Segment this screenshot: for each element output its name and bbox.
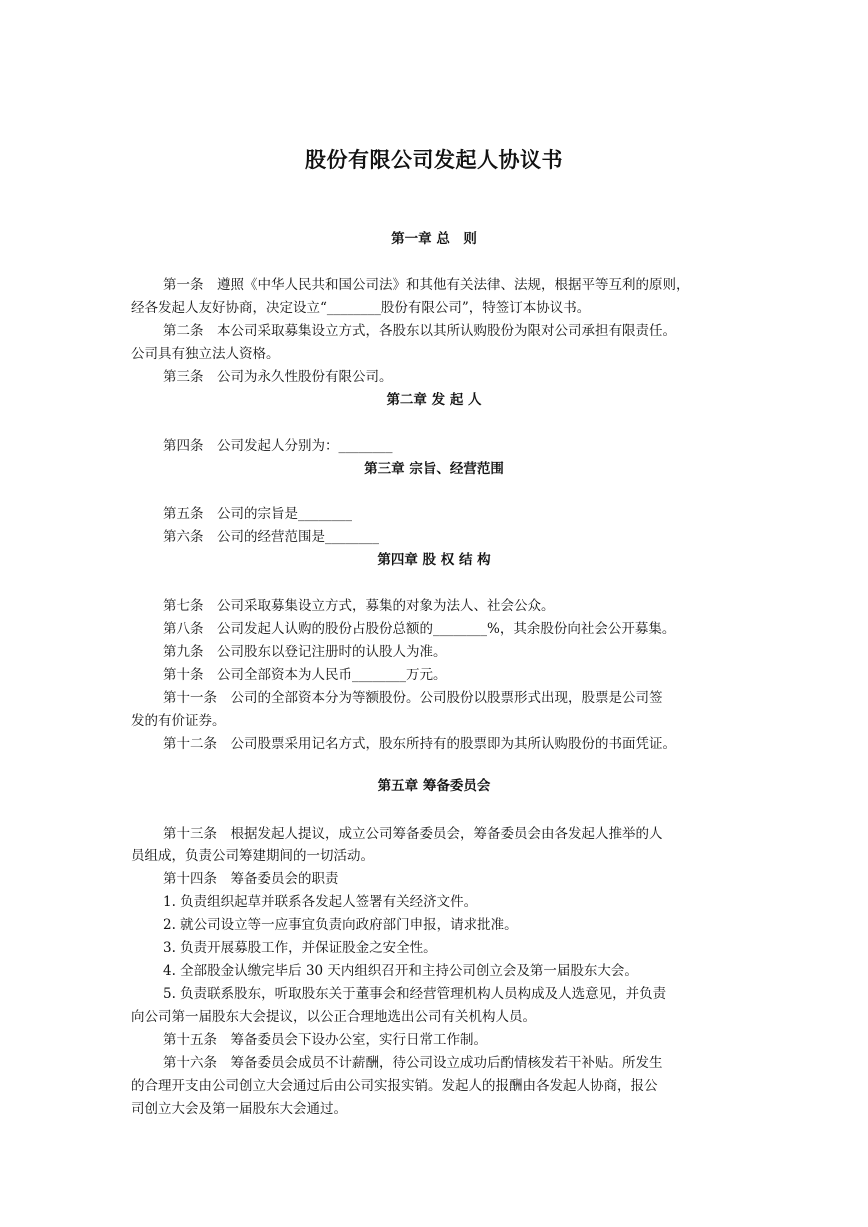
chapter-3-heading: 第三章 宗旨、经营范围 (364, 461, 504, 477)
article-10: 第十条 公司全部资本为人民币________万元。 (163, 667, 447, 683)
chapter-4-heading: 第四章 股 权 结 构 (377, 552, 491, 568)
article-13-line-2: 员组成，负责公司筹建期间的一切活动。 (131, 848, 374, 864)
article-2-line-1: 第二条 本公司采取募集设立方式，各股东以其所认购股份为限对公司承担有限责任。 (163, 323, 676, 339)
article-1-line-2: 经各发起人友好协商，决定设立“________股份有限公司”，特签订本协议书。 (131, 300, 591, 316)
duty-item-2: 2. 就公司设立等一应事宜负责向政府部门申报，请求批准。 (163, 917, 518, 933)
article-11-line-1: 第十一条 公司的全部资本分为等额股份。公司股份以股票形式出现，股票是公司签 (163, 690, 663, 706)
duty-item-1: 1. 负责组织起草并联系各发起人签署有关经济文件。 (163, 894, 478, 910)
article-14: 第十四条 筹备委员会的职责 (163, 871, 339, 887)
article-5: 第五条 公司的宗旨是________ (163, 506, 352, 522)
article-7: 第七条 公司采取募集设立方式，募集的对象为法人、社会公众。 (163, 598, 555, 614)
duty-item-5-line-2: 向公司第一届股东大会提议，以公正合理地选出公司有关机构人员。 (131, 1009, 536, 1025)
document-title: 股份有限公司发起人协议书 (305, 148, 563, 172)
article-1-line-1: 第一条 遵照《中华人民共和国公司法》和其他有关法律、法规，根据平等互利的原则， (163, 277, 690, 293)
article-12: 第十二条 公司股票采用记名方式，股东所持有的股票即为其所认购股份的书面凭证。 (163, 736, 676, 752)
article-4: 第四条 公司发起人分别为：________ (163, 438, 393, 454)
article-11-line-2: 发的有价证券。 (131, 713, 226, 729)
article-13-line-1: 第十三条 根据发起人提议，成立公司筹备委员会，筹备委员会由各发起人推举的人 (163, 826, 663, 842)
article-16-line-2: 的合理开支由公司创立大会通过后由公司实报实销。发起人的报酬由各发起人协商，报公 (131, 1078, 658, 1094)
article-16-line-1: 第十六条 筹备委员会成员不计薪酬，待公司设立成功后酌情核发若干补贴。所发生 (163, 1055, 663, 1071)
article-9: 第九条 公司股东以登记注册时的认股人为准。 (163, 644, 447, 660)
duty-item-3: 3. 负责开展募股工作，并保证股金之安全性。 (163, 940, 437, 956)
chapter-5-heading: 第五章 筹备委员会 (377, 778, 491, 794)
article-6: 第六条 公司的经营范围是________ (163, 529, 379, 545)
chapter-2-heading: 第二章 发 起 人 (386, 392, 482, 408)
chapter-1-heading: 第一章 总 则 (391, 231, 477, 247)
duty-item-4: 4. 全部股金认缴完毕后 30 天内组织召开和主持公司创立会及第一届股东大会。 (163, 963, 638, 979)
article-16-line-3: 司创立大会及第一届股东大会通过。 (131, 1101, 347, 1117)
duty-item-5-line-1: 5. 负责联系股东，听取股东关于董事会和经营管理机构人员构成及人选意见，并负责 (163, 986, 667, 1002)
article-3: 第三条 公司为永久性股份有限公司。 (163, 369, 393, 385)
article-2-line-2: 公司具有独立法人资格。 (131, 346, 280, 362)
article-15: 第十五条 筹备委员会下设办公室，实行日常工作制。 (163, 1032, 487, 1048)
article-8: 第八条 公司发起人认购的股份占股份总额的________%，其余股份向社会公开募集。 (163, 621, 676, 637)
